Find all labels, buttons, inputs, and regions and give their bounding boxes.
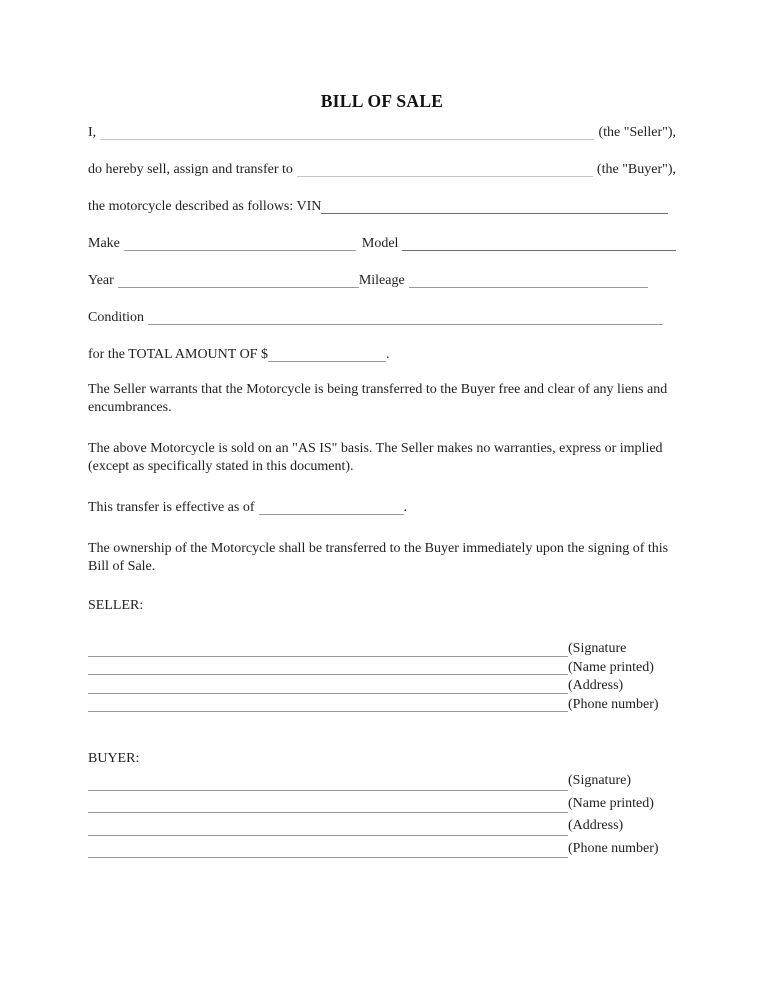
vin-field[interactable] bbox=[321, 213, 668, 214]
make-label: Make bbox=[88, 236, 120, 251]
buyer-section-heading: BUYER: bbox=[88, 751, 140, 766]
seller-address-row bbox=[88, 677, 676, 696]
vin-prefix: the motorcycle described as follows: VIN bbox=[88, 199, 322, 214]
model-label: Model bbox=[361, 236, 399, 251]
year-field[interactable] bbox=[118, 287, 359, 288]
year-mileage-line bbox=[88, 272, 676, 290]
ownership-clause: The ownership of the Motorcycle shall be transferred to the Buyer immediately upon the signing of this Bill of Sale. bbox=[88, 541, 669, 574]
amount-field[interactable] bbox=[268, 361, 386, 362]
seller-signature-block bbox=[88, 640, 676, 714]
seller-name-printed-field[interactable] bbox=[88, 674, 568, 675]
mileage-field[interactable] bbox=[409, 287, 648, 288]
seller-phone-row bbox=[88, 696, 676, 715]
condition-field[interactable] bbox=[148, 324, 663, 325]
buyer-name-suffix: (the "Buyer"), bbox=[596, 162, 676, 177]
buyer-name-printed-field[interactable] bbox=[88, 812, 568, 813]
year-label: Year bbox=[88, 273, 114, 288]
seller-name-printed-row bbox=[88, 659, 676, 678]
buyer-phone-row bbox=[88, 838, 676, 861]
seller-name-printed-label: (Name printed) bbox=[568, 659, 654, 675]
effective-date-field[interactable] bbox=[259, 514, 404, 515]
seller-name-field[interactable] bbox=[100, 139, 594, 140]
amount-prefix: for the TOTAL AMOUNT OF $ bbox=[88, 347, 268, 362]
seller-name-prefix: I, bbox=[88, 125, 97, 140]
buyer-name-printed-row bbox=[88, 793, 676, 816]
seller-signature-label: (Signature bbox=[568, 641, 627, 656]
seller-address-label: (Address) bbox=[568, 678, 624, 693]
page-title: BILL OF SALE bbox=[320, 91, 444, 111]
seller-phone-label: (Phone number) bbox=[568, 696, 659, 712]
as-is-clause: The above Motorcycle is sold on an "AS IS" basis. The Seller makes no warranties, express or implied (except as specifically stated in this document). bbox=[88, 441, 663, 474]
buyer-name-prefix: do hereby sell, assign and transfer to bbox=[88, 162, 293, 177]
make-model-line bbox=[88, 235, 676, 253]
seller-name-line bbox=[88, 124, 676, 142]
buyer-address-row bbox=[88, 815, 676, 838]
buyer-phone-label: (Phone number) bbox=[568, 840, 659, 856]
effective-date-prefix: This transfer is effective as of bbox=[88, 500, 255, 515]
seller-section-heading: SELLER: bbox=[88, 598, 144, 613]
amount-period: . bbox=[385, 347, 390, 362]
buyer-signature-field[interactable] bbox=[88, 790, 568, 791]
effective-date-period: . bbox=[403, 500, 408, 515]
seller-signature-field[interactable] bbox=[88, 656, 568, 657]
seller-signature-row bbox=[88, 640, 676, 659]
effective-date-line bbox=[88, 499, 676, 517]
seller-phone-field[interactable] bbox=[88, 711, 568, 712]
buyer-name-printed-label: (Name printed) bbox=[568, 795, 654, 811]
buyer-name-field[interactable] bbox=[297, 176, 593, 177]
buyer-signature-label: (Signature) bbox=[568, 773, 631, 788]
warranty-clause: The Seller warrants that the Motorcycle is being transferred to the Buyer free and clear of any liens and encumbrances. bbox=[88, 382, 668, 415]
condition-label: Condition bbox=[88, 310, 145, 325]
buyer-signature-row bbox=[88, 770, 676, 793]
buyer-phone-field[interactable] bbox=[88, 857, 568, 858]
amount-line bbox=[88, 346, 676, 364]
buyer-name-line bbox=[88, 161, 676, 179]
condition-line bbox=[88, 309, 676, 327]
buyer-address-field[interactable] bbox=[88, 835, 568, 836]
buyer-address-label: (Address) bbox=[568, 818, 624, 833]
buyer-signature-block bbox=[88, 770, 676, 860]
seller-name-suffix: (the "Seller"), bbox=[598, 125, 676, 140]
make-field[interactable] bbox=[124, 250, 356, 251]
mileage-label: Mileage bbox=[358, 273, 405, 288]
vin-line bbox=[88, 198, 676, 216]
model-field[interactable] bbox=[402, 250, 676, 251]
seller-address-field[interactable] bbox=[88, 693, 568, 694]
